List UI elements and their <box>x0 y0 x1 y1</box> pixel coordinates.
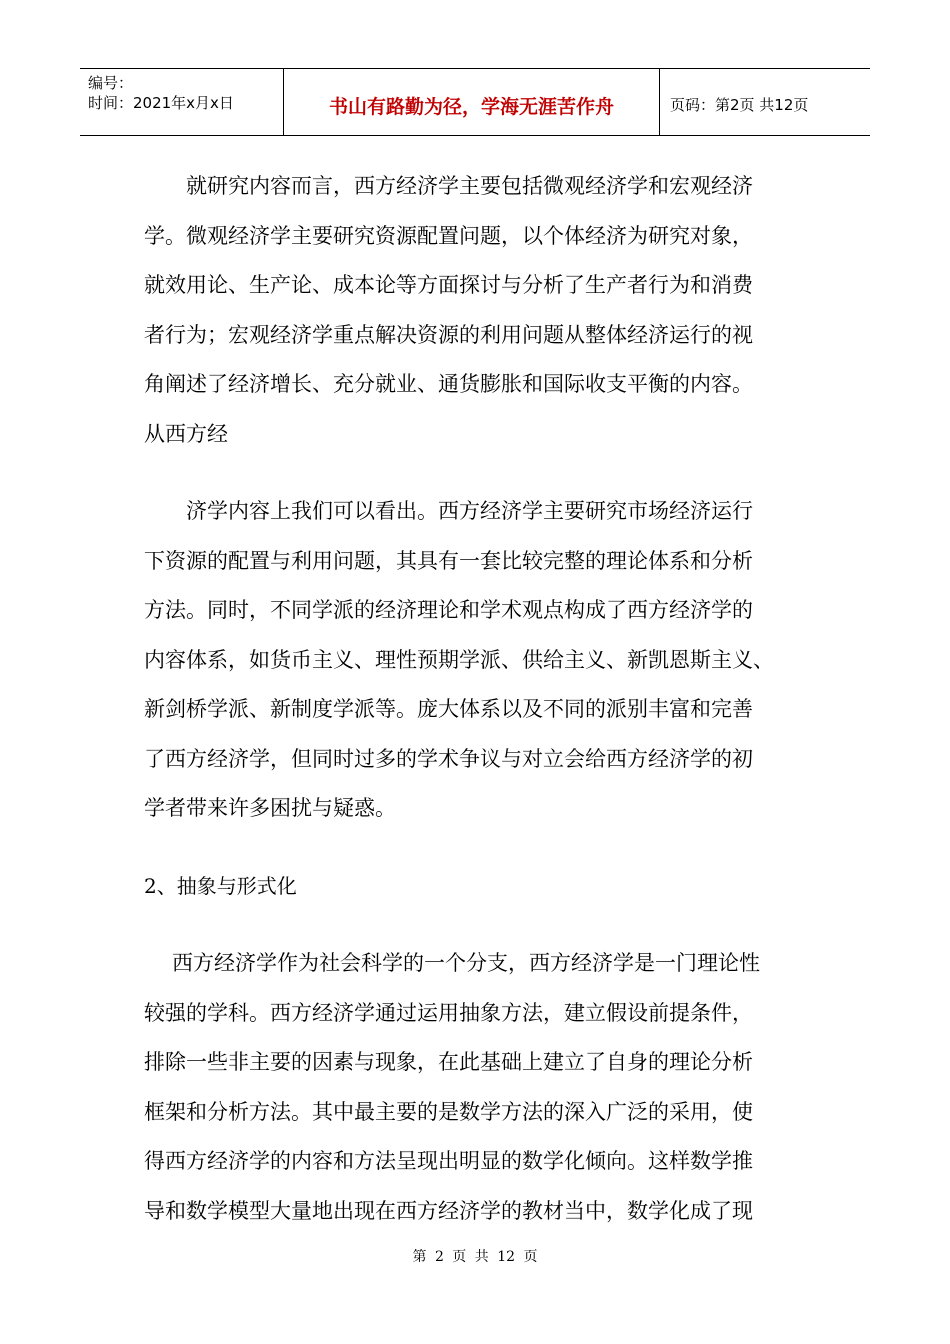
paragraph-1 <box>144 162 824 410</box>
page-footer: 第 2 页 共 12 页 <box>412 1249 538 1265</box>
header-page-info: 页码：第2页 共12页 <box>670 95 809 114</box>
text-line: 就研究内容而言，西方经济学主要包括微观经济学和宏观经济 <box>186 174 753 198</box>
text-line: 排除一些非主要的因素与现象，在此基础上建立了自身的理论分析 <box>144 1050 753 1074</box>
text-line: 从西方经 <box>144 421 228 446</box>
header-motto: 书山有路勤为径，学海无涯苦作舟 <box>284 69 660 135</box>
paragraph-3 <box>144 939 824 1236</box>
text-line: 得西方经济学的内容和方法呈现出明显的数学化倾向。这样数学推 <box>144 1149 753 1173</box>
text-line: 济学内容上我们可以看出。西方经济学主要研究市场经济运行 <box>186 499 753 523</box>
document-body <box>144 162 824 1236</box>
page-header <box>80 68 870 136</box>
number-label: 编号： <box>88 74 134 92</box>
text-line: 下资源的配置与利用问题，其具有一套比较完整的理论体系和分析 <box>144 548 753 573</box>
text-line: 新剑桥学派、新制度学派等。庞大体系以及不同的派别丰富和完善 <box>144 697 753 721</box>
text-line: 学者带来许多困扰与疑惑。 <box>144 796 396 820</box>
text-line: 角阐述了经济增长、充分就业、通货膨胀和国际收支平衡的内容。 <box>144 372 753 396</box>
time-label: 时间：2021年x月x日 <box>88 94 234 112</box>
text-line: 框架和分析方法。其中最主要的是数学方法的深入广泛的采用，使 <box>144 1099 753 1124</box>
text-line: 就效用论、生产论、成本论等方面探讨与分析了生产者行为和消费 <box>144 273 753 297</box>
paragraph-2 <box>144 487 824 834</box>
text-line: 较强的学科。西方经济学通过运用抽象方法，建立假设前提条件， <box>144 1000 753 1025</box>
text-line: 导和数学模型大量地出现在西方经济学的教材当中，数学化成了现 <box>144 1198 753 1223</box>
text-line: 西方经济学作为社会科学的一个分支，西方经济学是一门理论性 <box>172 951 760 975</box>
paragraph-1-tail <box>144 410 824 460</box>
section-heading: 2、抽象与形式化 <box>144 873 297 898</box>
text-line: 学。微观经济学主要研究资源配置问题，以个体经济为研究对象， <box>144 223 753 248</box>
header-meta <box>80 69 284 135</box>
text-line: 内容体系，如货币主义、理性预期学派、供给主义、新凯恩斯主义、 <box>144 647 774 672</box>
text-line: 者行为；宏观经济学重点解决资源的利用问题从整体经济运行的视 <box>144 322 753 347</box>
text-line: 了西方经济学，但同时过多的学术争议与对立会给西方经济学的初 <box>144 746 753 771</box>
text-line: 方法。同时，不同学派的经济理论和学术观点构成了西方经济学的 <box>144 598 753 622</box>
